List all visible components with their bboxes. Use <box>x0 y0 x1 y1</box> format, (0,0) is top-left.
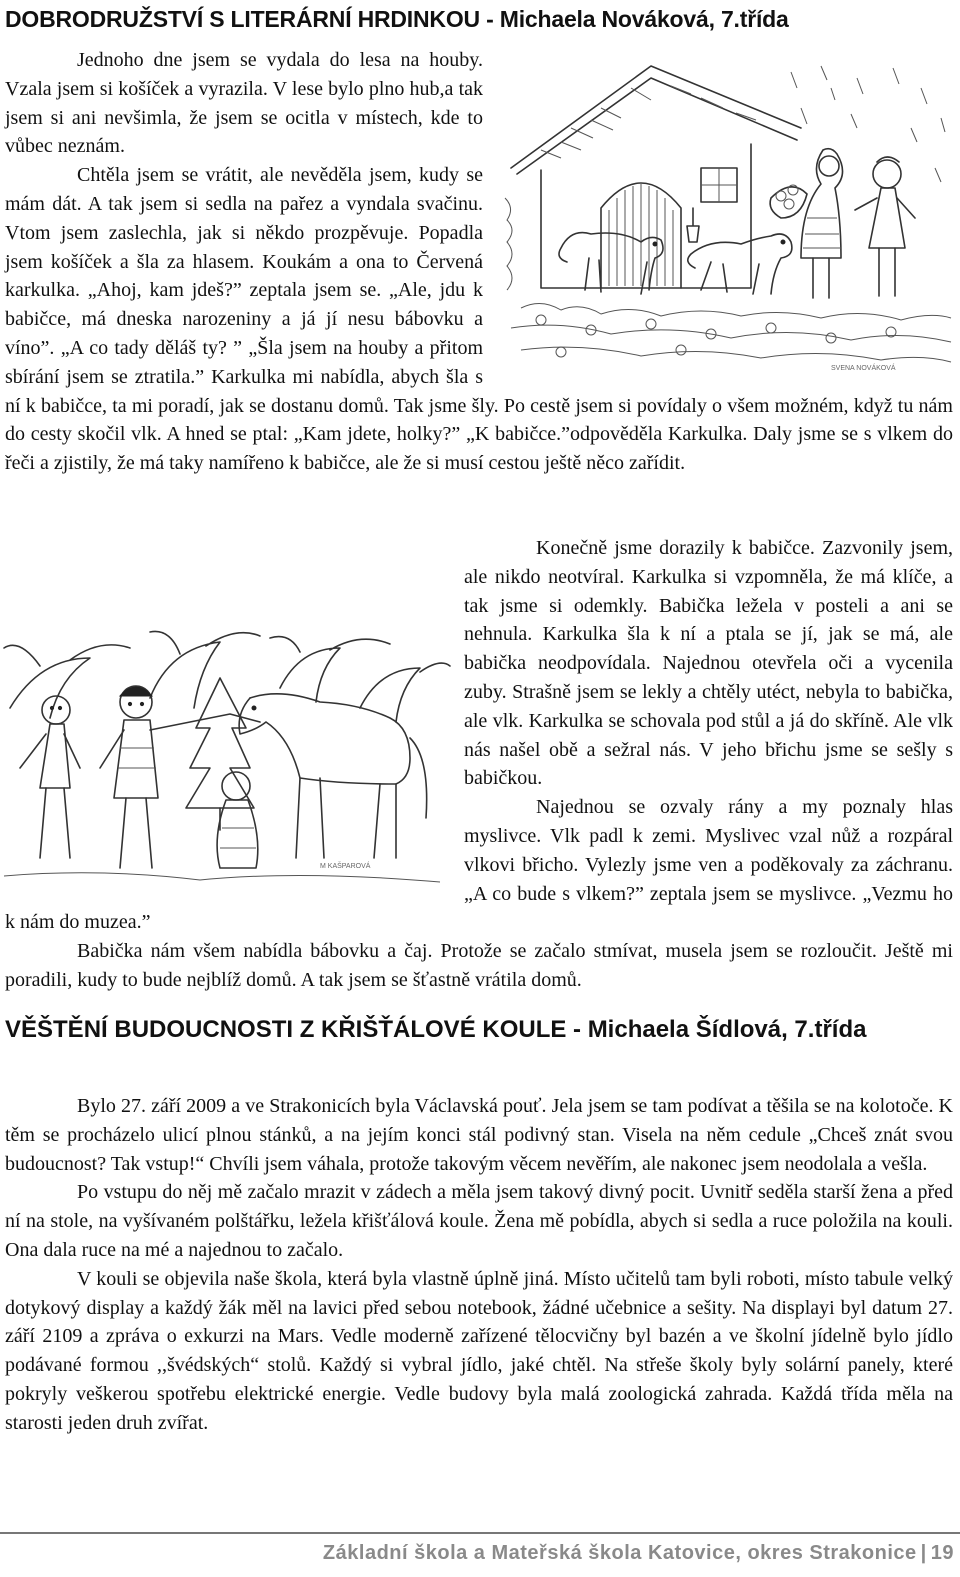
footer-school-name: Základní škola a Mateřská škola Katovice, okres Strakonice <box>322 1542 917 1564</box>
article-2-paragraph-3: V kouli se objevila naše škola, která byla vlastně úplně jiná. Místo učitelů tam byli roboti, místo tabule velký dotykový display a každý žák měl na lavici před sebou notebook, žádné učebnice a sešity. Na displayi byl datum 27. září 2109 a zpráva o exkurzi na Mars. Vedle moderně zařízené tělocvičny byl bazén a ve školní jídelně bylo jídlo podávané formou ,,švédských“ stolů. Každý si vybral jídlo, jaké chtěl. Na střeše školy byly solární panely, které pokryly veškerou spotřebu elektrické energie. Vedle budovy byla malá zoologická zahrada. Každá třída měla na starosti jeden druh zvířat. <box>5 1267 953 1434</box>
article-1-paragraph-1: Jednoho dne jsem se vydala do lesa na houby. Vzala jsem si košíček a vyrazila. V lese bylo plno hub,a tak jsem si ani nevšimla, že jsem se ocitla v místech, kde to vůbec neznám. <box>5 49 483 158</box>
article-1-body-continued <box>5 534 953 995</box>
article-1-body <box>5 46 953 478</box>
article-1-paragraph-3: Konečně jsme dorazily k babičce. Zazvonily jsem, ale nikdo neotvíral. Karkulka si vzpomněla, že má klíče, a tak jsme si odemkly. Babička ležela v posteli a ani se nehnula. Karkulka šla k ní a ptala se jí, jak se má, ale babička neodpovídala. Najednou otevřela oči a vycenila zuby. Strašně jsem se lekly a chtěly utéct, nebyla to babička, ale vlk. Karkulka se schovala pod stůl a já do skříně. Ale vlk nás našel obě a sežral nás. V jeho břichu jsme se sešly s babičkou. <box>464 537 953 790</box>
cottage-children-drawing <box>501 58 953 374</box>
footer-separator: | <box>920 1542 927 1564</box>
article-1-paragraph-4: Najednou se ozvaly rány a my poznaly hlas myslivce. Vlk padl k zemi. Myslivec vzal nůž a rozpáral vlkovi břicho. Vylezly jsme ven a poděkovaly za záchranu. „A co bude s vlkem?” zeptala jsem se myslivce. „Vezmu ho k nám do muzea.” <box>5 796 953 934</box>
drawing-signature-top: SVENA NOVÁKOVÁ <box>831 365 896 372</box>
article-2-body <box>5 1092 953 1438</box>
article-2-heading: VĚŠTĚNÍ BUDOUCNOSTI Z KŘIŠŤÁLOVÉ KOULE - Michaela Šídlová, 7.třída <box>5 1016 867 1043</box>
footer-divider <box>0 1532 960 1534</box>
article-1-paragraph-2: Chtěla jsem se vrátit, ale nevěděla jsem, kudy se mám dát. A tak jsem si sedla na pařez a vyndala svačinu. Vtom jsem zaslechla, jak si někdo prozpěvuje. Popadla jsem košíček a šla za hlasem. Koukám a ona to Červená karkulka. „Ahoj, kam jdeš?” zeptala jsem se. „Ale, jdu k babičce, má dneska narozeniny a já jí nesu bábovku a víno”. „A co tady děláš ty? ” „Šla jsem na houby a přitom sbírání jsem se ztratila.” Karkulka mi nabídla, abych šla s ní k babičce, ta mi poradí, jak se dostanu domů. Tak jsme šly. Po cestě jsem si povídaly o všem možném, když tu nám do cesty skočil vlk. A hned se ptal: „Kam jdete, holky?” „K babičce.”odpověděla Karkulka. Daly jsme se s vlkem do řeči a zjistily, že má taky namířeno k babičce, ale že si musí cestou ještě něco zařídit. <box>5 164 953 475</box>
hunter-wolf-drawing <box>0 618 452 896</box>
drawing-signature-bottom: M KAŠPAROVÁ <box>320 863 371 870</box>
article-2-paragraph-2: Po vstupu do něj mě začalo mrazit v zádech a měla jsem takový divný pocit. Uvnitř seděla starší žena a před ní na stole, na vyšívaném polštářku, ležela křišťálová koule. Žena mě pobídla, abych si sedla a ruce položila na kouli. Ona dala ruce na mé a najednou to začalo. <box>5 1181 953 1261</box>
page-footer <box>323 1542 954 1565</box>
page-number: 19 <box>930 1542 954 1564</box>
article-1-paragraph-5: Babička nám všem nabídla bábovku a čaj. Protože se začalo stmívat, musela jsem se rozloučit. Ještě mi poradili, kudy to bude nejblíž domů. A tak jsem se šťastně vrátila domů. <box>5 940 953 991</box>
article-1-heading: DOBRODRUŽSTVÍ S LITERÁRNÍ HRDINKOU - Michaela Nováková, 7.třída <box>5 6 789 32</box>
article-2-paragraph-1: Bylo 27. září 2009 a ve Strakonicích byla Václavská pouť. Jela jsem se tam podívat a těšila se na kolotoče. K těm se procházelo ulicí plnou stánků, a na jejím konci stál podivný stan. Visela na něm cedule „Chceš znát svou budoucnost? Tak vstup!“ Chvíli jsem váhala, protože takovým věcem nevěřím, ale nakonec jsem neodolala a vešla. <box>5 1095 953 1175</box>
